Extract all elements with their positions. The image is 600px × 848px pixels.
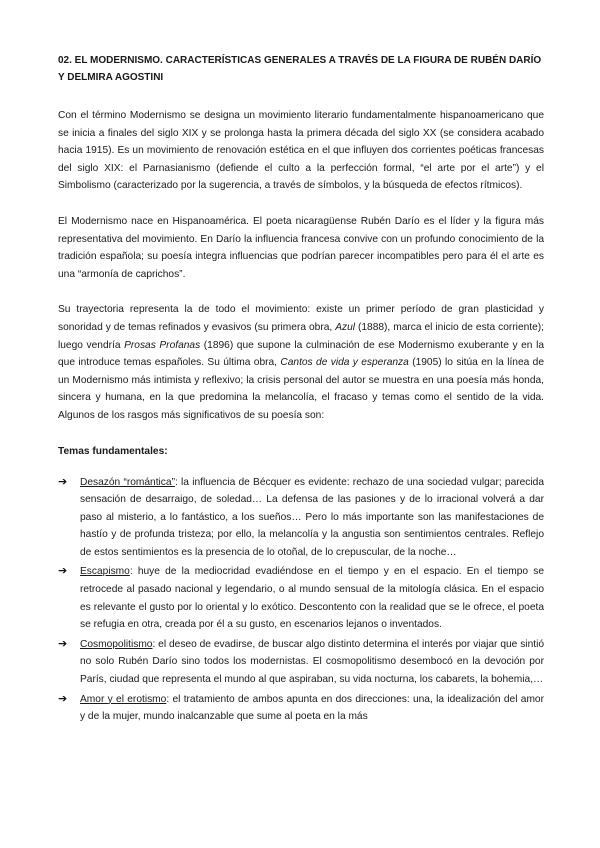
topic-term: Desazón “romántica” bbox=[80, 476, 175, 488]
topic-text: : el deseo de evadirse, de buscar algo distinto determina el interés por viajar que sintió no solo Rubén Darío sino todos los modernistas. El cosmopolitismo desembocó en la devoción por París, ciudad que representa el mundo al que aspiraban, su vida nocturna, los cabarets, la bohemia,… bbox=[80, 638, 544, 686]
text-span: (1896) que supone la culminación de ese Modernismo exuberante y en la que introduce temas españoles. Su última obra, bbox=[58, 339, 544, 369]
text-span: (1905) lo sitúa en la línea de un Modernismo más intimista y reflexivo; la crisis personal del autor se muestra en una poesía más honda, sincera y humana, en la que predomina la melancolía, el fracaso y temas como el sentido de la vida. Algunos de los rasgos más significativos de su poesía son: bbox=[58, 357, 544, 421]
list-item bbox=[58, 691, 544, 726]
topic-text: : el tratamiento de ambos apunta en dos direcciones: una, la idealización del amor y de la mujer, mundo inalcanzable que sume al poeta en la más bbox=[80, 693, 544, 723]
topic-term: Amor y el erotismo bbox=[80, 693, 167, 705]
list-item bbox=[58, 563, 544, 633]
topic-term: Escapismo bbox=[80, 566, 130, 578]
paragraph-dario: El Modernismo nace en Hispanoamérica. El poeta nicaragüense Rubén Darío es el líder y la figura más representativa del movimiento. En Darío la influencia francesa convive con un profundo conocimiento de la tradición española; su poesía integra influencias que podrían parecer incompatibles pero para él el arte es una “armonía de caprichos”. bbox=[58, 215, 544, 280]
arrow-right-icon: ➔ bbox=[58, 637, 68, 650]
arrow-right-icon: ➔ bbox=[58, 475, 68, 488]
topics-heading: Temas fundamentales: bbox=[58, 445, 168, 457]
text-span: Su trayectoria representa la de todo el movimiento: existe un primer período de gran plasticidad y sonoridad y de temas refinados y evasivos (su primera obra, bbox=[58, 304, 544, 333]
topic-text: : la influencia de Bécquer es evidente: rechazo de una sociedad vulgar; parecida sensación de desarraigo, de soledad… La defensa de las pasiones y de lo irracional volverá a dar paso al misterio, a lo fantástico, a los sueños… Pero lo más importante son las manifestaciones de hastío y de profunda tristeza; por ello, la melancolía y la angustia son sentimientos centrales. Reflejo de estos sentimientos es la presencia de lo otoñal, de lo crepuscular, de la noche… bbox=[80, 476, 544, 558]
arrow-right-icon: ➔ bbox=[58, 565, 68, 578]
paragraph-trajectory bbox=[58, 301, 544, 424]
work-title-prosas-profanas: Prosas Profanas bbox=[124, 339, 201, 351]
work-title-cantos: Cantos de vida y esperanza bbox=[280, 357, 409, 369]
document-page bbox=[58, 52, 544, 728]
topics-list bbox=[58, 474, 544, 726]
arrow-right-icon: ➔ bbox=[58, 692, 68, 705]
paragraph-intro: Con el término Modernismo se designa un movimiento literario fundamentalmente hispanoamericano que se inicia a finales del siglo XIX y se prolonga hasta la primera década del siglo XX (se considera acabado hacia 1915). Es un movimiento de renovación estética en el que influyen dos corrientes poéticas francesas del siglo XIX: el Parnasianismo (defiende el culto a la perfección formal, “el arte por el arte”) y el Simbolismo (caracterizado por la sugerencia, a través de símbolos, y la búsqueda de efectos rítmicos). bbox=[58, 110, 544, 192]
list-item bbox=[58, 474, 544, 562]
text-span: (1888), marca el inicio de esta corriente); luego vendría bbox=[58, 321, 544, 351]
document-title: 02. EL MODERNISMO. CARACTERÍSTICAS GENERALES A TRAVÉS DE LA FIGURA DE RUBÉN DARÍO Y DELMIRA AGOSTINI bbox=[58, 55, 542, 83]
work-title-azul: Azul bbox=[335, 321, 356, 333]
topic-text: : huye de la mediocridad evadiéndose en el tiempo y en el espacio. En el tiempo se retrocede al pasado nacional y legendario, o al mundo sensual de la mitología clásica. En el espacio es relevante el gusto por lo oriental y lo exótico. Descontento con la realidad que se le ofrece, el poeta se refugia en otra, creada por él a su gusto, en escenarios lejanos o inventados. bbox=[80, 566, 544, 631]
topic-term: Cosmopolitismo bbox=[80, 638, 153, 650]
list-item bbox=[58, 636, 544, 689]
